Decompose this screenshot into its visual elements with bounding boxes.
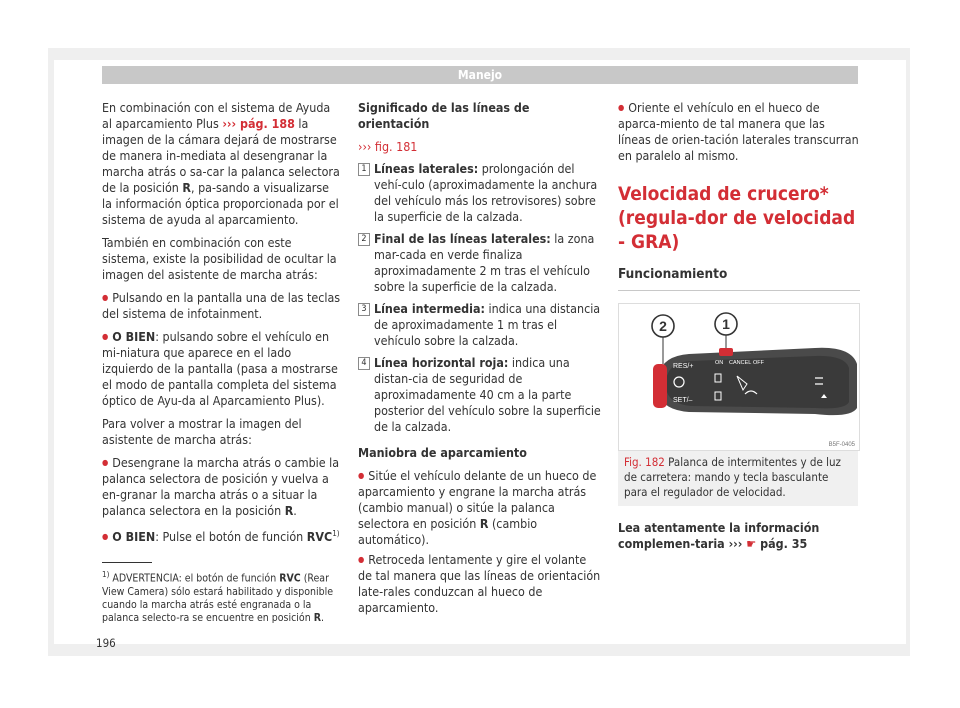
number-badge: 3 xyxy=(358,303,370,316)
paragraph: También en combinación con este sistema, existe la posibilidad de ocultar la imagen del asistente de marcha atrás: xyxy=(102,235,337,282)
off-label: OFF xyxy=(753,360,764,366)
figure-reference[interactable]: ››› fig. 181 xyxy=(358,139,418,154)
page-number: 196 xyxy=(96,636,116,650)
list-item: 3 Línea intermedia: indica una distancia de aproximadamente 1 m tras el vehículo sobre la calzada. xyxy=(358,301,602,349)
number-badge: 4 xyxy=(358,357,370,370)
list-item: 4 Línea horizontal roja: indica una distan-cia de seguridad de aproximadamente 40 cm a la parte posterior del vehículo sobre la superficie de la calzada. xyxy=(358,355,602,435)
bullet-item: ● Retroceda lentamente y gire el volante de tal manera que las líneas de orientación late-rales conduzcan al hueco de aparcamiento. xyxy=(358,552,602,616)
page-header: Manejo xyxy=(102,66,858,84)
rocker-switch xyxy=(653,364,667,408)
column-2 xyxy=(358,100,602,623)
column-3 xyxy=(618,100,860,559)
callout-1-label: 1 xyxy=(722,316,730,332)
number-badge: 1 xyxy=(358,163,370,176)
parking-maneuver-title: Maniobra de aparcamiento xyxy=(358,445,527,460)
read-more-note: Lea atentamente la información complemen-taria ››› ☛ pág. 35 xyxy=(618,520,820,551)
paragraph: En combinación con el sistema de Ayuda al aparcamiento Plus ››› pág. 188 la imagen de la cámara dejará de mostrarse de manera in-mediata al desengranar la marcha atrás o sa-car la palanca selectora de la posición R, pa-sando a visualizarse la información óptica proporcionada por el sistema de ayuda al aparcamiento. xyxy=(102,100,340,227)
list-item: 1 Líneas laterales: prolongación del vehí-culo (aproximadamente la anchura del vehículo más los retrovisores) sobre la superficie de la calzada. xyxy=(358,161,602,225)
warning-book-icon: ☛ xyxy=(746,536,757,551)
paragraph: Para volver a mostrar la imagen del asistente de marcha atrás: xyxy=(102,416,302,447)
bullet-item: ● O BIEN: Pulse el botón de función RVC$^{1)}$ xyxy=(102,526,342,545)
set-label: SET/– xyxy=(673,397,693,404)
slide-switch xyxy=(719,348,733,356)
bullet-item: ● O BIEN: pulsando sobre el vehículo en mi-niatura que aparece en el lado izquierdo de la pantalla (pasa a mostrarse el modo de pantalla completa del sistema óptico de Ayu-da al Aparcamiento Plus). xyxy=(102,329,342,409)
res-label: RES/+ xyxy=(673,363,694,370)
turn-signal-stalk-illustration xyxy=(619,304,859,450)
figure-caption: Fig. 182 Palanca de intermitentes y de luz de carretera: mando y tecla basculante para el regulador de velocidad. xyxy=(618,451,858,506)
footnote: $^{1)}$ ADVERTENCIA: el botón de función RVC (Rear View Camera) sólo estará habilitado y disponible cuando la marcha atrás esté engranada o la palanca selecto-ra se encuentre en posición R. xyxy=(102,570,334,624)
bullet-item: ● Oriente el vehículo en el hueco de aparca-miento de tal manera que las líneas de orien-tación laterales transcurran en paralelo al mismo. xyxy=(618,100,860,164)
page-reference-link[interactable]: ››› pág. 188 xyxy=(222,116,295,131)
footnote-divider xyxy=(102,562,152,563)
orientation-lines-title: Significado de las líneas de orientación xyxy=(358,100,530,131)
bullet-item: ● Pulsando en la pantalla una de las teclas del sistema de infotainment. xyxy=(102,290,342,322)
list-item: 2 Final de las líneas laterales: la zona mar-cada en verde finaliza aproximadamente 2 m tras el vehículo sobre la superficie de la calzada. xyxy=(358,231,602,295)
bullet-item: ● Desengrane la marcha atrás o cambie la palanca selectora de posición y vuelva a en-granar la marcha atrás o a situar la palanca selectora en la posición R. xyxy=(102,455,342,519)
stalk-figure xyxy=(618,303,860,451)
callout-2-label: 2 xyxy=(659,318,667,334)
section-title: Velocidad de crucero* (regula-dor de velocidad - GRA) xyxy=(618,183,856,253)
column-1 xyxy=(102,100,342,552)
number-badge: 2 xyxy=(358,233,370,246)
cancel-label: CANCEL xyxy=(729,360,752,366)
orientation-lines-list xyxy=(358,161,602,435)
subsection-title: Funcionamiento xyxy=(618,266,860,291)
page-reference-link[interactable]: pág. 35 xyxy=(760,536,808,551)
bullet-item: ● Sitúe el vehículo delante de un hueco de aparcamiento y engrane la marcha atrás (cambio manual) o sitúe la palanca selectora en posición R (cambio automático). xyxy=(358,468,602,548)
on-label: ON xyxy=(715,360,724,366)
figure-code: B5F-0405 xyxy=(828,442,855,448)
